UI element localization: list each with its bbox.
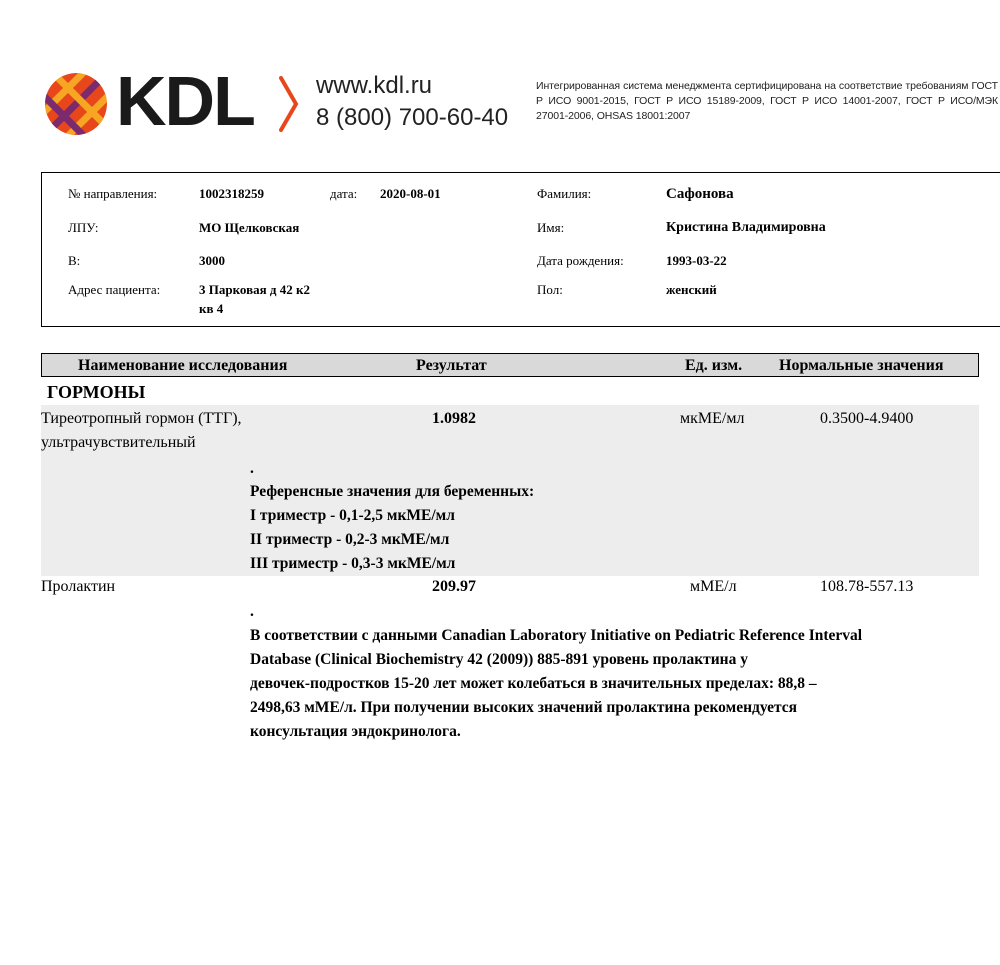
address-label: Адрес пациента: <box>68 282 161 297</box>
note-tsh-line4: III триместр - 0,3-3 мкМЕ/мл <box>250 555 456 572</box>
lpu-value: МО Щелковская <box>199 220 300 235</box>
website-link[interactable]: www.kdl.ru <box>316 72 433 99</box>
name-label: Имя: <box>537 220 565 235</box>
note-prolactin-line4: 2498,63 мМЕ/л. При получении высоких значений пролактина рекомендуется <box>250 699 798 716</box>
test-name-tsh-line1: Тиреотропный гормон (ТТГ), <box>41 410 242 427</box>
note-prolactin-line5: консультация эндокринолога. <box>250 723 461 740</box>
section-title: ГОРМОНЫ <box>47 382 146 402</box>
test-name-tsh-line2: ультрачувствительный <box>41 434 196 451</box>
logo-wordmark: KDL <box>116 62 254 140</box>
sex-label: Пол: <box>537 282 563 297</box>
phone-number: 8 (800) 700-60-40 <box>316 104 509 131</box>
patient-info-box <box>41 172 1000 327</box>
kdl-logo-icon <box>44 72 108 136</box>
sex-value: женский <box>666 282 717 297</box>
header-result: Результат <box>416 357 487 374</box>
normal-prolactin: 108.78-557.13 <box>820 578 914 595</box>
note-tsh-line2: I триместр - 0,1-2,5 мкМЕ/мл <box>250 507 455 524</box>
birth-label: Дата рождения: <box>537 253 624 268</box>
note-dot-prolactin: . <box>250 603 254 620</box>
result-prolactin: 209.97 <box>432 578 476 595</box>
birth-value: 1993-03-22 <box>666 253 727 268</box>
normal-tsh: 0.3500-4.9400 <box>820 410 914 427</box>
note-tsh-line1: Референсные значения для беременных: <box>250 483 535 500</box>
b-label: В: <box>68 253 81 268</box>
address-line2: кв 4 <box>199 301 224 316</box>
note-tsh-line3: II триместр - 0,2-3 мкМЕ/мл <box>250 531 450 548</box>
header-name: Наименование исследования <box>78 357 288 374</box>
header-normal: Нормальные значения <box>779 357 944 374</box>
date-label: дата: <box>330 186 358 201</box>
surname-label: Фамилия: <box>537 186 592 201</box>
result-tsh: 1.0982 <box>432 410 476 427</box>
date-value: 2020-08-01 <box>380 186 441 201</box>
unit-prolactin: мМЕ/л <box>690 578 737 595</box>
address-line1: 3 Парковая д 42 к2 <box>199 282 310 297</box>
referral-value: 1002318259 <box>199 186 264 201</box>
note-prolactin-line3: девочек-подростков 15-20 лет может колебаться в значительных пределах: 88,8 – <box>250 675 817 692</box>
lpu-label: ЛПУ: <box>68 220 99 235</box>
surname-value: Сафонова <box>666 186 734 202</box>
note-dot-tsh: . <box>250 460 254 477</box>
name-value: Кристина Владимировна <box>666 220 826 235</box>
chevron-right-icon <box>278 76 300 132</box>
b-value: 3000 <box>199 253 225 268</box>
referral-label: № направления: <box>68 186 158 201</box>
note-prolactin-line2: Database (Clinical Biochemistry 42 (2009)) 885-891 уровень пролактина у <box>250 651 748 668</box>
note-prolactin-line1: В соответствии с данными Canadian Laboratory Initiative on Pediatric Reference Interval <box>250 627 863 644</box>
unit-tsh: мкМЕ/мл <box>680 410 745 427</box>
header-unit: Ед. изм. <box>685 357 743 374</box>
certification-text: Интегрированная система менеджмента сертифицирована на соответствие требованиям ГОСТ Р ИСО 9001-2015, ГОСТ Р ИСО 15189-2009, ГОСТ Р ИСО 14001-2007, ГОСТ Р ИСО/МЭК 27001-2006, OHSAS 18001:2007 <box>536 80 998 122</box>
test-name-prolactin: Пролактин <box>41 578 116 595</box>
